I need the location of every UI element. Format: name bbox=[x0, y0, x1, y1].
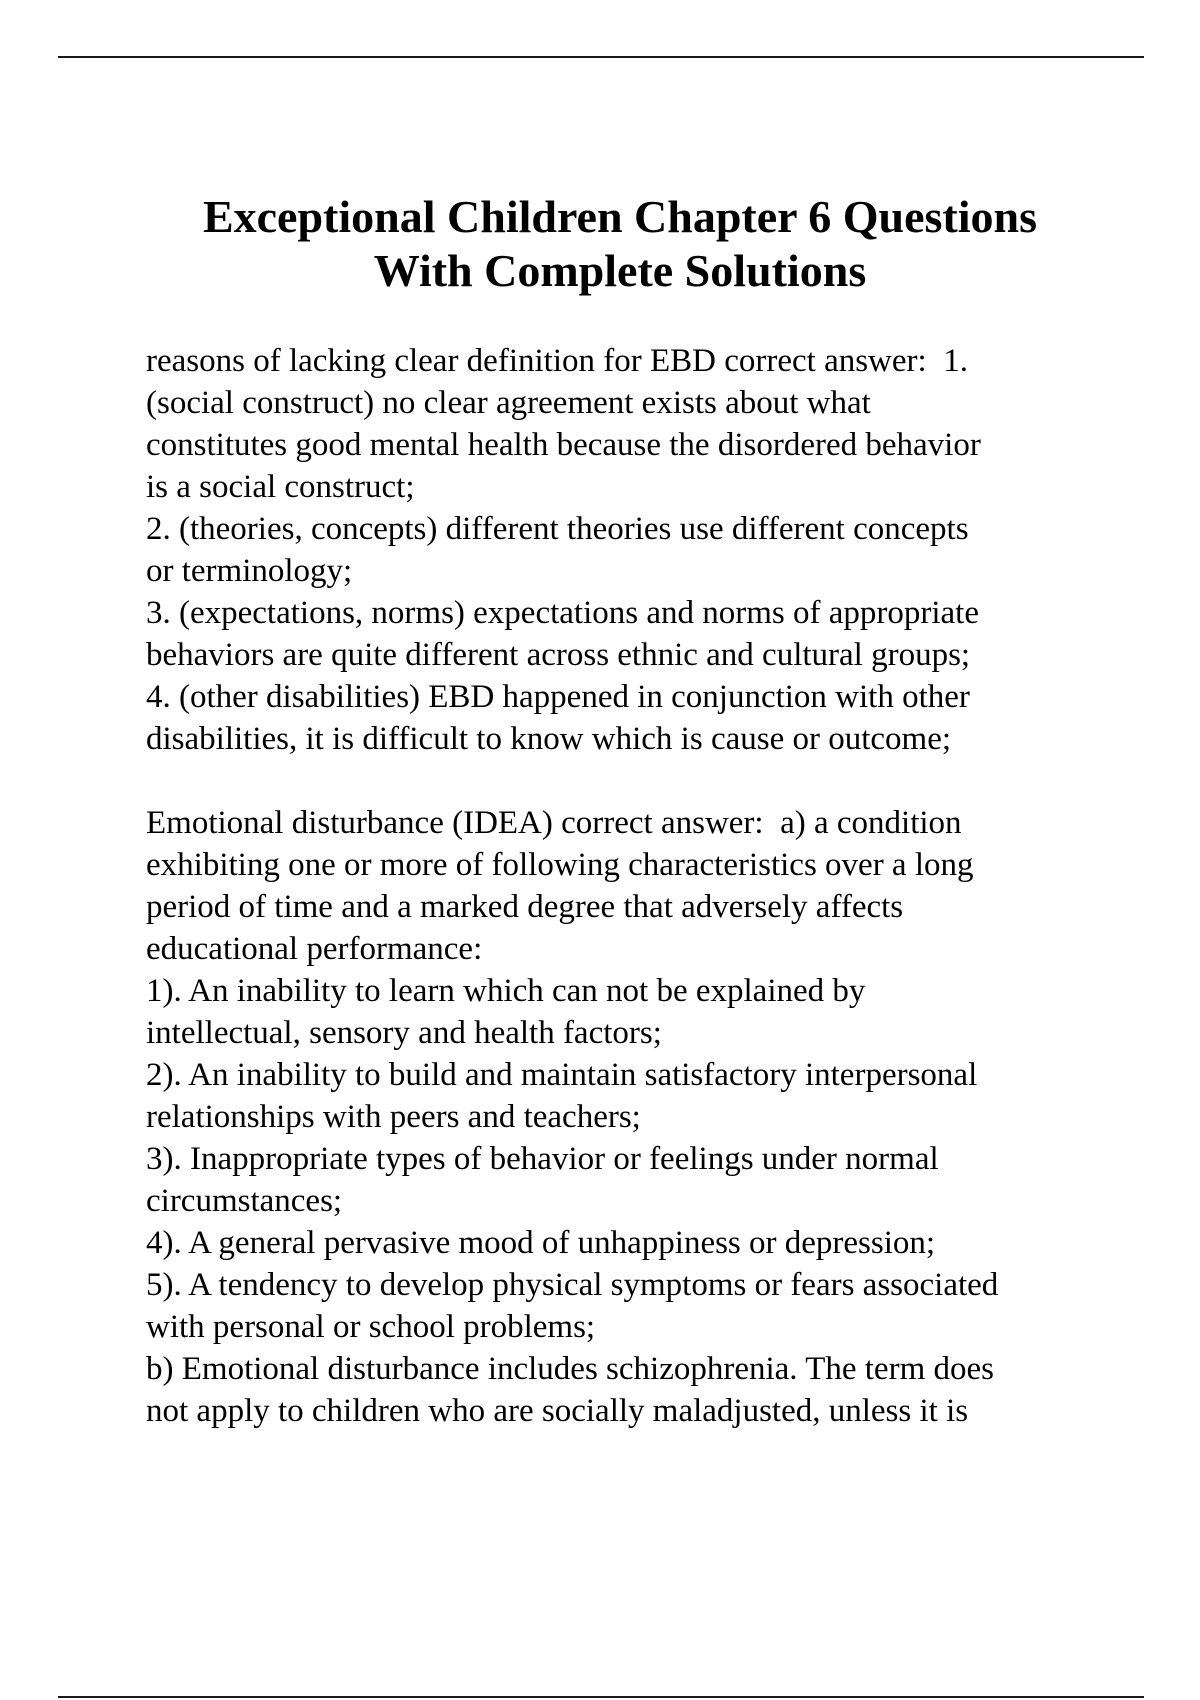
text-line: 2). An inability to build and maintain satisfactory interpersonal bbox=[146, 1057, 978, 1093]
paragraph-gap bbox=[146, 760, 1146, 802]
text-line: 4). A general pervasive mood of unhappiness or depression; bbox=[146, 1225, 936, 1261]
text-line: b) Emotional disturbance includes schizophrenia. The term does bbox=[146, 1351, 994, 1387]
bottom-rule bbox=[58, 1696, 1144, 1698]
text-line: 3). Inappropriate types of behavior or feelings under normal bbox=[146, 1141, 939, 1177]
title-line-1: Exceptional Children Chapter 6 Questions bbox=[202, 191, 1038, 242]
text-line: 5). A tendency to develop physical symptoms or fears associated bbox=[146, 1267, 999, 1303]
text-line: relationships with peers and teachers; bbox=[146, 1099, 641, 1135]
text-line: reasons of lacking clear definition for EBD correct answer: 1. bbox=[146, 343, 968, 379]
text-line: or terminology; bbox=[146, 553, 353, 589]
page-title bbox=[100, 190, 1140, 298]
text-line: 2. (theories, concepts) different theories use different concepts bbox=[146, 511, 969, 547]
text-line: 4. (other disabilities) EBD happened in conjunction with other bbox=[146, 679, 970, 715]
top-rule bbox=[58, 56, 1144, 58]
text-line: 1). An inability to learn which can not be explained by bbox=[146, 973, 866, 1009]
text-line: exhibiting one or more of following characteristics over a long bbox=[146, 847, 974, 883]
text-line: intellectual, sensory and health factors; bbox=[146, 1015, 662, 1051]
text-line: is a social construct; bbox=[146, 469, 415, 505]
text-line: circumstances; bbox=[146, 1183, 343, 1219]
text-line: educational performance: bbox=[146, 931, 483, 967]
text-line: Emotional disturbance (IDEA) correct answer: a) a condition bbox=[146, 805, 962, 841]
qa-block-emotional-disturbance bbox=[146, 802, 1146, 1432]
text-line: with personal or school problems; bbox=[146, 1309, 596, 1345]
text-line: (social construct) no clear agreement exists about what bbox=[146, 385, 871, 421]
text-line: disabilities, it is difficult to know which is cause or outcome; bbox=[146, 721, 952, 757]
text-line: constitutes good mental health because the disordered behavior bbox=[146, 427, 981, 463]
text-line: behaviors are quite different across ethnic and cultural groups; bbox=[146, 637, 971, 673]
document-body bbox=[146, 340, 1146, 1432]
qa-block-ebd-definition bbox=[146, 340, 1146, 760]
text-line: not apply to children who are socially maladjusted, unless it is bbox=[146, 1393, 969, 1429]
text-line: period of time and a marked degree that adversely affects bbox=[146, 889, 904, 925]
title-line-2: With Complete Solutions bbox=[373, 245, 867, 296]
text-line: 3. (expectations, norms) expectations and norms of appropriate bbox=[146, 595, 979, 631]
